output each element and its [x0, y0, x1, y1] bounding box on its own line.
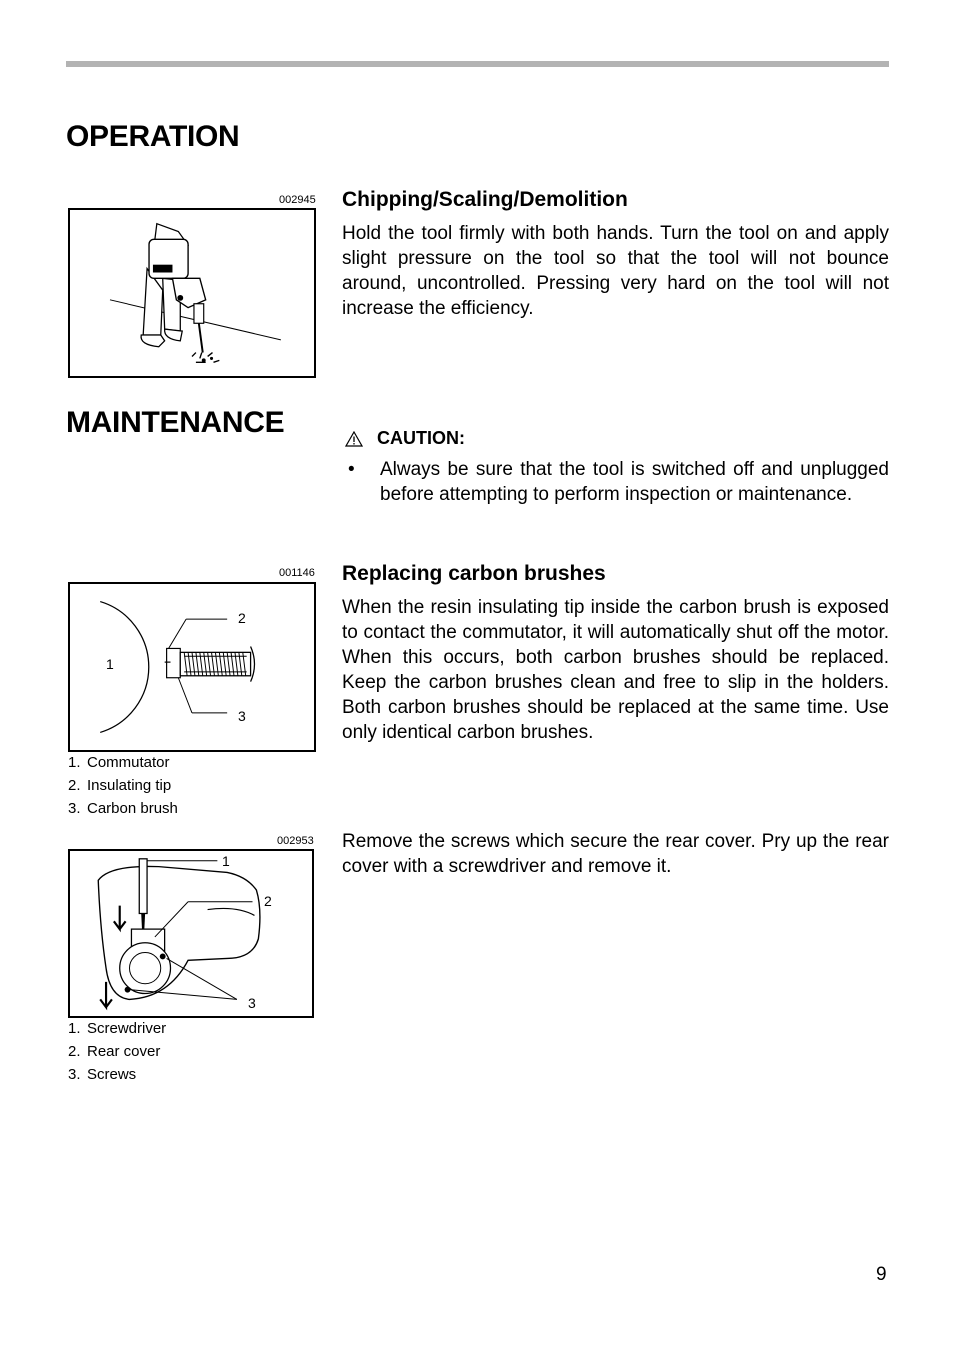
legend-item: 1. Commutator [68, 754, 170, 771]
top-rule [66, 61, 889, 67]
chipping-drawing [70, 210, 314, 376]
callout-insulating-tip: 2 [238, 610, 246, 626]
carbon-brushes-body: When the resin insulating tip inside the carbon brush is exposed to contact the commutator, it will automatically shut off the motor. When this occurs, both carbon brushes should be replaced. Keep the carbon brushes clean and free to slip in the holders. Both carbon brushes should be replaced at the same time. Use only identical carbon brushes. [342, 597, 889, 743]
figure-code-rear-cover: 002953 [277, 835, 314, 847]
carbon-brush-legend [68, 751, 178, 820]
chipping-body: Hold the tool firmly with both hands. Turn the tool on and apply slight pressure on the tool so that the tool will not bounce around, uncontrolled. Pressing very hard on the tool will not increase the efficiency. [342, 223, 889, 319]
legend-item: 1. Screwdriver [68, 1020, 167, 1037]
callout-commutator: 1 [106, 656, 114, 672]
caution-text: CAUTION: [377, 428, 465, 448]
callout-screwdriver: 1 [222, 853, 230, 869]
rear-cover-drawing [70, 851, 312, 1016]
figure-code-chipping: 002945 [279, 194, 316, 206]
figure-code-carbon-brush: 001146 [279, 567, 315, 579]
caution-bullet-text: Always be sure that the tool is switched off and unplugged before attempting to perform inspection or maintenance. [380, 459, 889, 505]
chipping-heading: Chipping/Scaling/Demolition [342, 188, 628, 211]
page-number: 9 [876, 1264, 887, 1285]
rear-cover-body: Remove the screws which secure the rear cover. Pry up the rear cover with a screwdriver and remove it. [342, 831, 889, 877]
callout-carbon-brush: 3 [238, 708, 246, 724]
caution-bullet [348, 457, 889, 507]
carbon-brush-illustration [68, 582, 316, 752]
callout-rear-cover: 2 [264, 893, 272, 909]
chipping-illustration [68, 208, 316, 378]
rear-cover-legend [68, 1017, 166, 1086]
legend-item: 2. Insulating tip [68, 777, 172, 794]
legend-item: 2. Rear cover [68, 1043, 161, 1060]
carbon-brushes-heading: Replacing carbon brushes [342, 562, 606, 585]
legend-item: 3. Carbon brush [68, 800, 178, 817]
callout-screws: 3 [248, 995, 256, 1011]
warning-icon [345, 431, 363, 447]
legend-item: 3. Screws [68, 1066, 137, 1083]
maintenance-title: MAINTENANCE [66, 406, 285, 439]
caution-label [345, 428, 465, 449]
bullet-dot-icon: • [348, 459, 355, 480]
operation-title: OPERATION [66, 120, 240, 153]
rear-cover-illustration [68, 849, 314, 1018]
